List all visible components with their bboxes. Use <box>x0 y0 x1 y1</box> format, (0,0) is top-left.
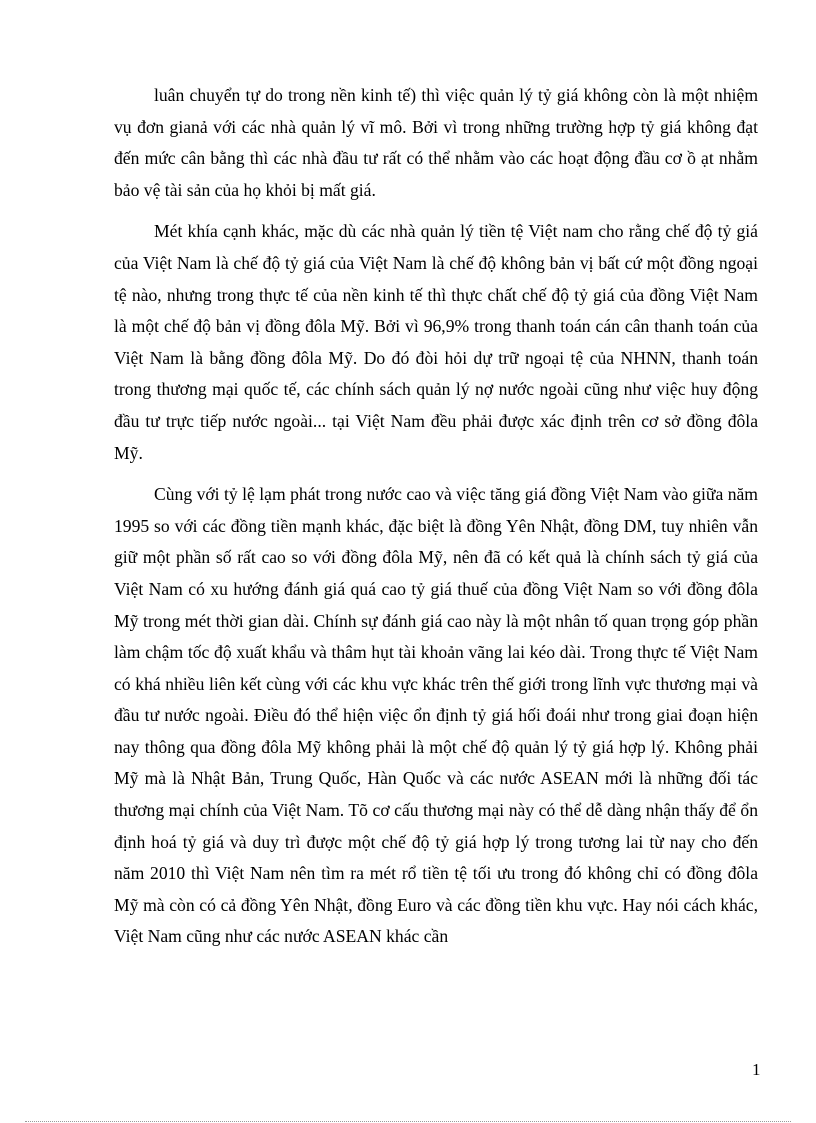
paragraph-2: Mét khía cạnh khác, mặc dù các nhà quản lý tiền tệ Việt nam cho rằng chế độ tỷ giá của Việt Nam là chế độ tỷ giá của Việt Nam là chế độ không bản vị bất cứ một đồng ngoại tệ nào, nhưng trong thực tế của nền kinh tế thì thực chất chế độ tỷ giá của đồng Việt Nam là một chế độ bản vị đồng đôla Mỹ. Bởi vì 96,9% trong thanh toán cán cân thanh toán của Việt Nam là bằng đồng đôla Mỹ. Do đó đòi hỏi dự trữ ngoại tệ của NHNN, thanh toán trong thương mại quốc tế, các chính sách quản lý nợ nước ngoài cũng như việc huy động đầu tư trực tiếp nước ngoài... tại Việt Nam đều phải được xác định trên cơ sở đồng đôla Mỹ. <box>114 221 758 463</box>
footer-divider <box>25 1121 791 1122</box>
page-number: 1 <box>752 1060 761 1079</box>
paragraph-1: luân chuyển tự do trong nền kinh tế) thì việc quản lý tỷ giá không còn là một nhiệm vụ đơn gianả với các nhà quản lý vĩ mô. Bởi vì trong những trường hợp tỷ giá không đạt đến mức cân bằng thì các nhà đầu tư rất có thể nhằm vào các hoạt động đầu cơ ồ ạt nhằm bảo vệ tài sản của họ khỏi bị mất giá. <box>114 85 758 200</box>
paragraph-3: Cùng với tỷ lệ lạm phát trong nước cao và việc tăng giá đồng Việt Nam vào giữa năm 1995 so với các đồng tiền mạnh khác, đặc biệt là đồng Yên Nhật, đồng DM, tuy nhiên vẫn giữ một phần số rất cao so với đồng đôla Mỹ, nên đã có kết quả là chính sách tỷ giá của Việt Nam có xu hướng đánh giá quá cao tỷ giá thuế của đồng Việt Nam so với đồng đôla Mỹ trong mét thời gian dài. Chính sự đánh giá cao này là một nhân tố quan trọng góp phần làm chậm tốc độ xuất khẩu và thâm hụt tài khoản vãng lai kéo dài. Trong thực tế Việt Nam có khá nhiều liên kết cùng với các khu vực khác trên thế giới trong lĩnh vực thương mại và đầu tư nước ngoài. Điều đó thể hiện việc ổn định tỷ giá hối đoái như trong giai đoạn hiện nay thông qua đồng đôla Mỹ không phải là một chế độ quản lý tỷ giá hợp lý. Không phải Mỹ mà là Nhật Bản, Trung Quốc, Hàn Quốc và các nước ASEAN mới là những đối tác thương mại chính của Việt Nam. Tõ cơ cấu thương mại này có thể dễ dàng nhận thấy để ổn định hoá tỷ giá và duy trì được một chế độ tỷ giá hợp lý trong tương lai từ nay cho đến năm 2010 thì Việt Nam nên tìm ra mét rổ tiền tệ tối ưu trong đó không chỉ có đồng đôla Mỹ mà còn có cả đồng Yên Nhật, đồng Euro và các đồng tiền khu vực. Hay nói cách khác, Việt Nam cũng như các nước ASEAN khác cần <box>114 484 758 947</box>
document-body <box>114 80 758 953</box>
